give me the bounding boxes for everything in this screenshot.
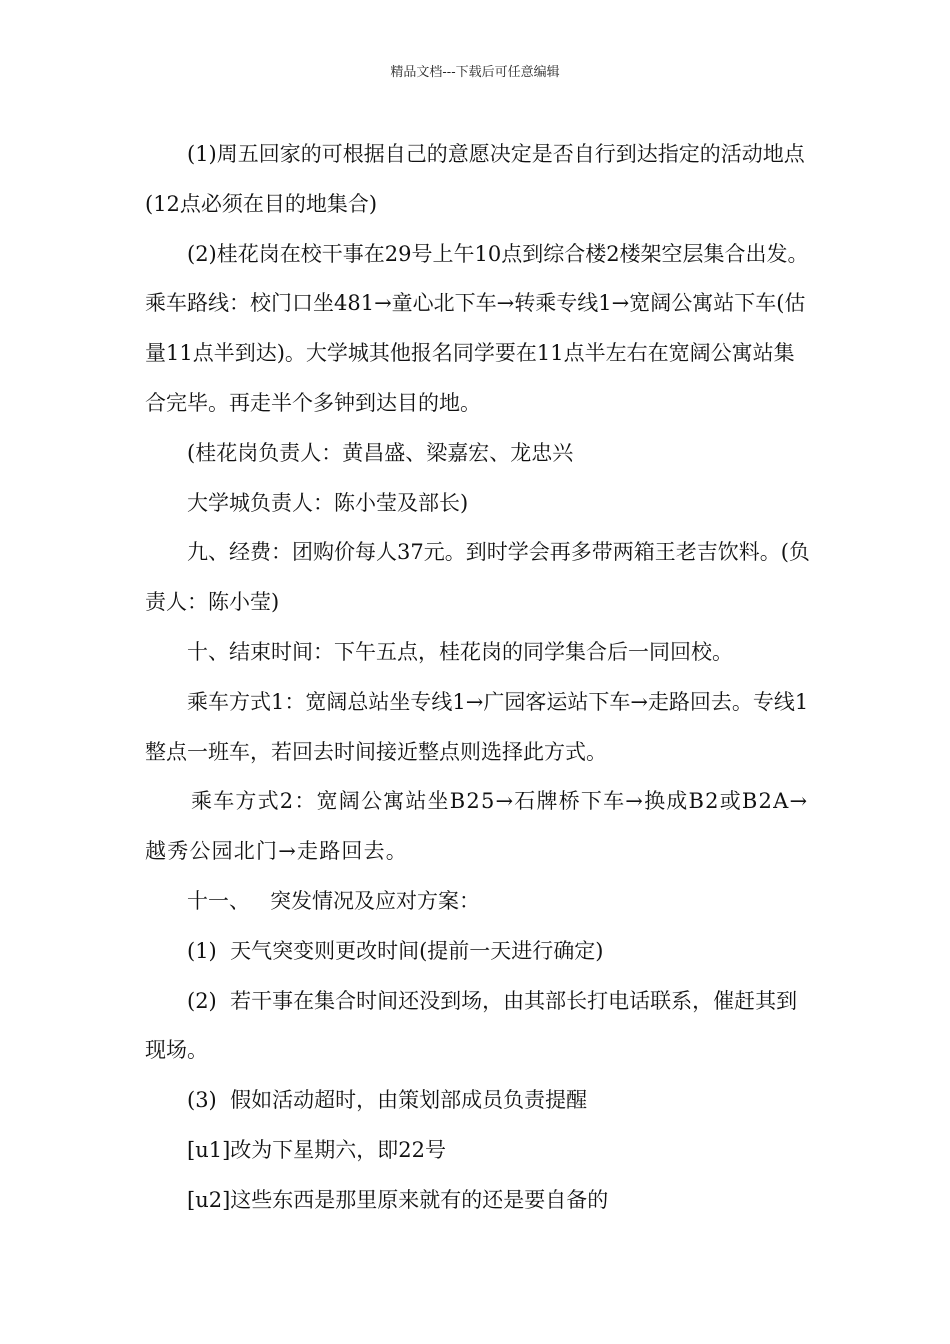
paragraph-emergency-late-staff: (2) 若干事在集合时间还没到场，由其部长打电话联系，催赶其到现场。	[145, 988, 798, 1063]
paragraph-activity-location: (1)周五回家的可根据自己的意愿决定是否自行到达指定的活动地点(12点必须在目的地集合)	[145, 142, 805, 216]
paragraph-guihuagang-leaders: (桂花岗负责人：黄昌盛、梁嘉宏、龙忠兴	[187, 440, 574, 465]
section-heading-emergencies: 十一、 突发情况及应对方案：	[187, 888, 481, 913]
paragraph-guihuagang-route: (2)桂花岗在校干事在29号上午10点到综合楼2楼架空层集合出发。乘车路线：校门口坐481→童心北下车→转乘专线1→宽阔公寓站下车(估量11点半到达)。大学城其他报名同学要在11点半左右在宽阔公寓站集合完毕。再走半个多钟到达目的地。	[145, 241, 809, 415]
paragraph-ride-option-1: 乘车方式1：宽阔总站坐专线1→广园客运站下车→走路回去。专线1整点一班车，若回去时间接近整点则选择此方式。	[145, 689, 809, 764]
paragraph-university-town-leaders: 大学城负责人：陈小莹及部长)	[187, 490, 469, 515]
paragraph-end-time: 十、结束时间：下午五点，桂花岗的同学集合后一同回校。	[187, 639, 733, 664]
paragraph-ride-option-2: 乘车方式2：宽阔公寓站坐B25→石牌桥下车→换成B2或B2A→越秀公园北门→走路回去。	[145, 789, 809, 864]
paragraph-emergency-weather: (1) 天气突变则更改时间(提前一天进行确定)	[187, 938, 604, 963]
comment-u1: [u1]改为下星期六，即22号	[187, 1137, 446, 1162]
document-body	[145, 130, 815, 1226]
paragraph-emergency-overtime: (3) 假如活动超时，由策划部成员负责提醒	[187, 1088, 588, 1113]
paragraph-expenses: 九、经费：团购价每人37元。到时学会再多带两箱王老吉饮料。(负责人：陈小莹)	[145, 540, 810, 615]
page-header: 精品文档---下载后可任意编辑	[390, 65, 560, 80]
comment-u2: [u2]这些东西是那里原来就有的还是要自备的	[187, 1187, 609, 1212]
